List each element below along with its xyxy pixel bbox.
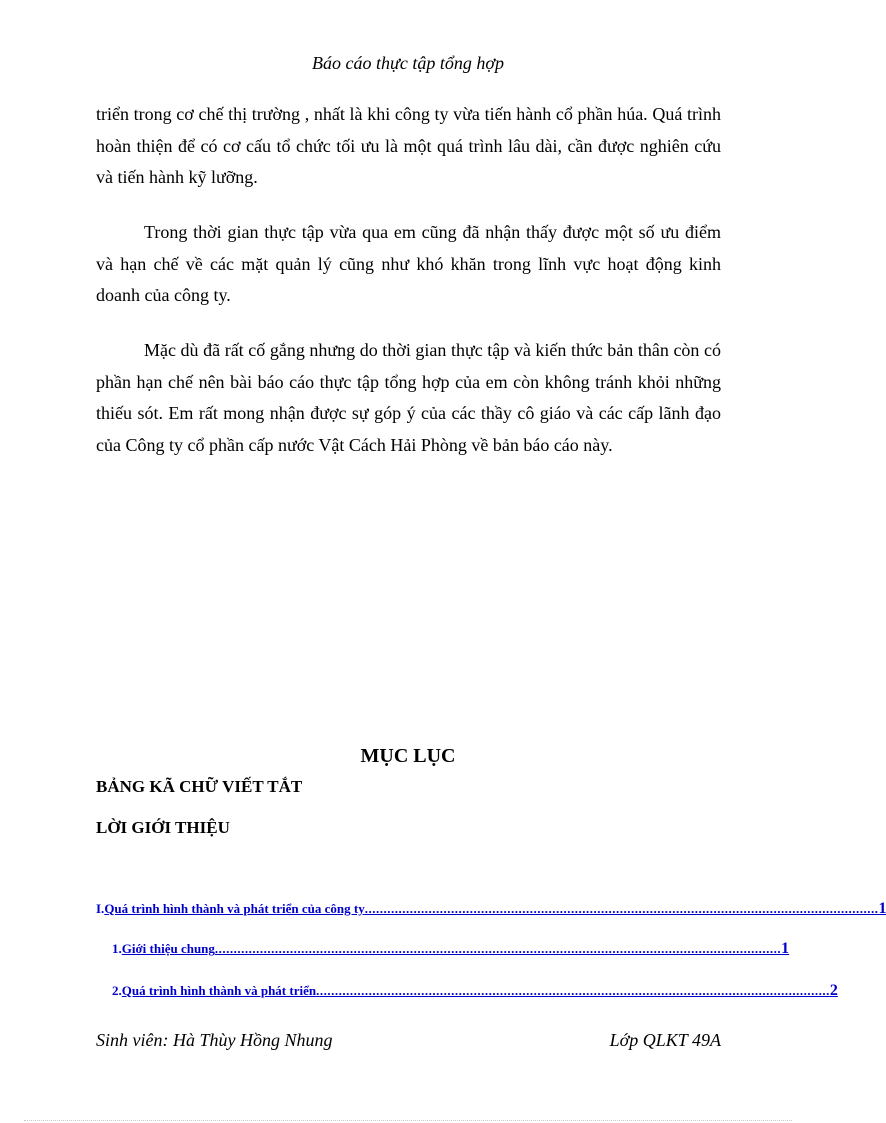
toc-entry-page: 1 (781, 940, 790, 957)
paragraph-internship-observations: Trong thời gian thực tập vừa qua em cũng đã nhận thấy được một số ưu điểm và hạn chế về các mặt quản lý cũng như khó khăn trong lĩnh vực hoạt động kinh doanh của công ty. (96, 222, 721, 305)
toc-entry-link[interactable]: Giới thiệu chung (121, 941, 215, 956)
toc-entry-page: 2 (829, 982, 838, 999)
toc-leader-dots: ....................................................................................................................................................... (214, 941, 782, 956)
page-header: Báo cáo thực tập tổng hợp (312, 53, 504, 73)
paragraph-continuation: triển trong cơ chế thị trường , nhất là khi công ty vừa tiến hành cổ phần húa. Quá trình hoàn thiện để có cơ cấu tổ chức tối ưu là một quá trình lâu dài, cần được nghiên cứu và tiến hành kỹ lưỡng. (96, 104, 721, 187)
toc-entry-page: 1 (878, 900, 886, 917)
toc-entry-number: I. (96, 901, 105, 916)
toc-entry-link[interactable]: Quá trình hình thành và phát triển (121, 983, 317, 998)
toc-entry-company-history[interactable] (96, 900, 886, 918)
toc-entry-number: 2. (112, 983, 122, 998)
toc-entry-formation-development[interactable] (112, 982, 838, 1000)
footer-class: Lớp QLKT 49A (609, 1030, 721, 1050)
toc-leader-dots: ......................................................................................................................................... (364, 901, 879, 916)
toc-entry-number: 1. (112, 941, 122, 956)
footer-student-name: Sinh viên: Hà Thùy Hồng Nhung (96, 1030, 333, 1050)
toc-abbreviations-heading: BẢNG KÃ CHỮ VIẾT TẮT (96, 777, 303, 796)
page-bottom-border (24, 1120, 792, 1121)
toc-title: MỤC LỤC (360, 745, 456, 767)
toc-entry-general-intro[interactable] (112, 940, 790, 958)
paragraph-closing: Mặc dù đã rất cố gắng nhưng do thời gian thực tập và kiến thức bản thân còn có phần hạn chế nên bài báo cáo thực tập tổng hợp của em còn không tránh khỏi những thiếu sót. Em rất mong nhận được sự góp ý của các thầy cô giáo và các cấp lãnh đạo của Công ty cổ phần cấp nước Vật Cách Hải Phòng về bản báo cáo này. (96, 340, 721, 455)
toc-introduction-heading: LỜI GIỚI THIỆU (96, 818, 230, 837)
toc-leader-dots: ......................................................................................................................................... (316, 983, 830, 998)
toc-entry-link[interactable]: Quá trình hình thành và phát triển của công ty (104, 901, 365, 916)
